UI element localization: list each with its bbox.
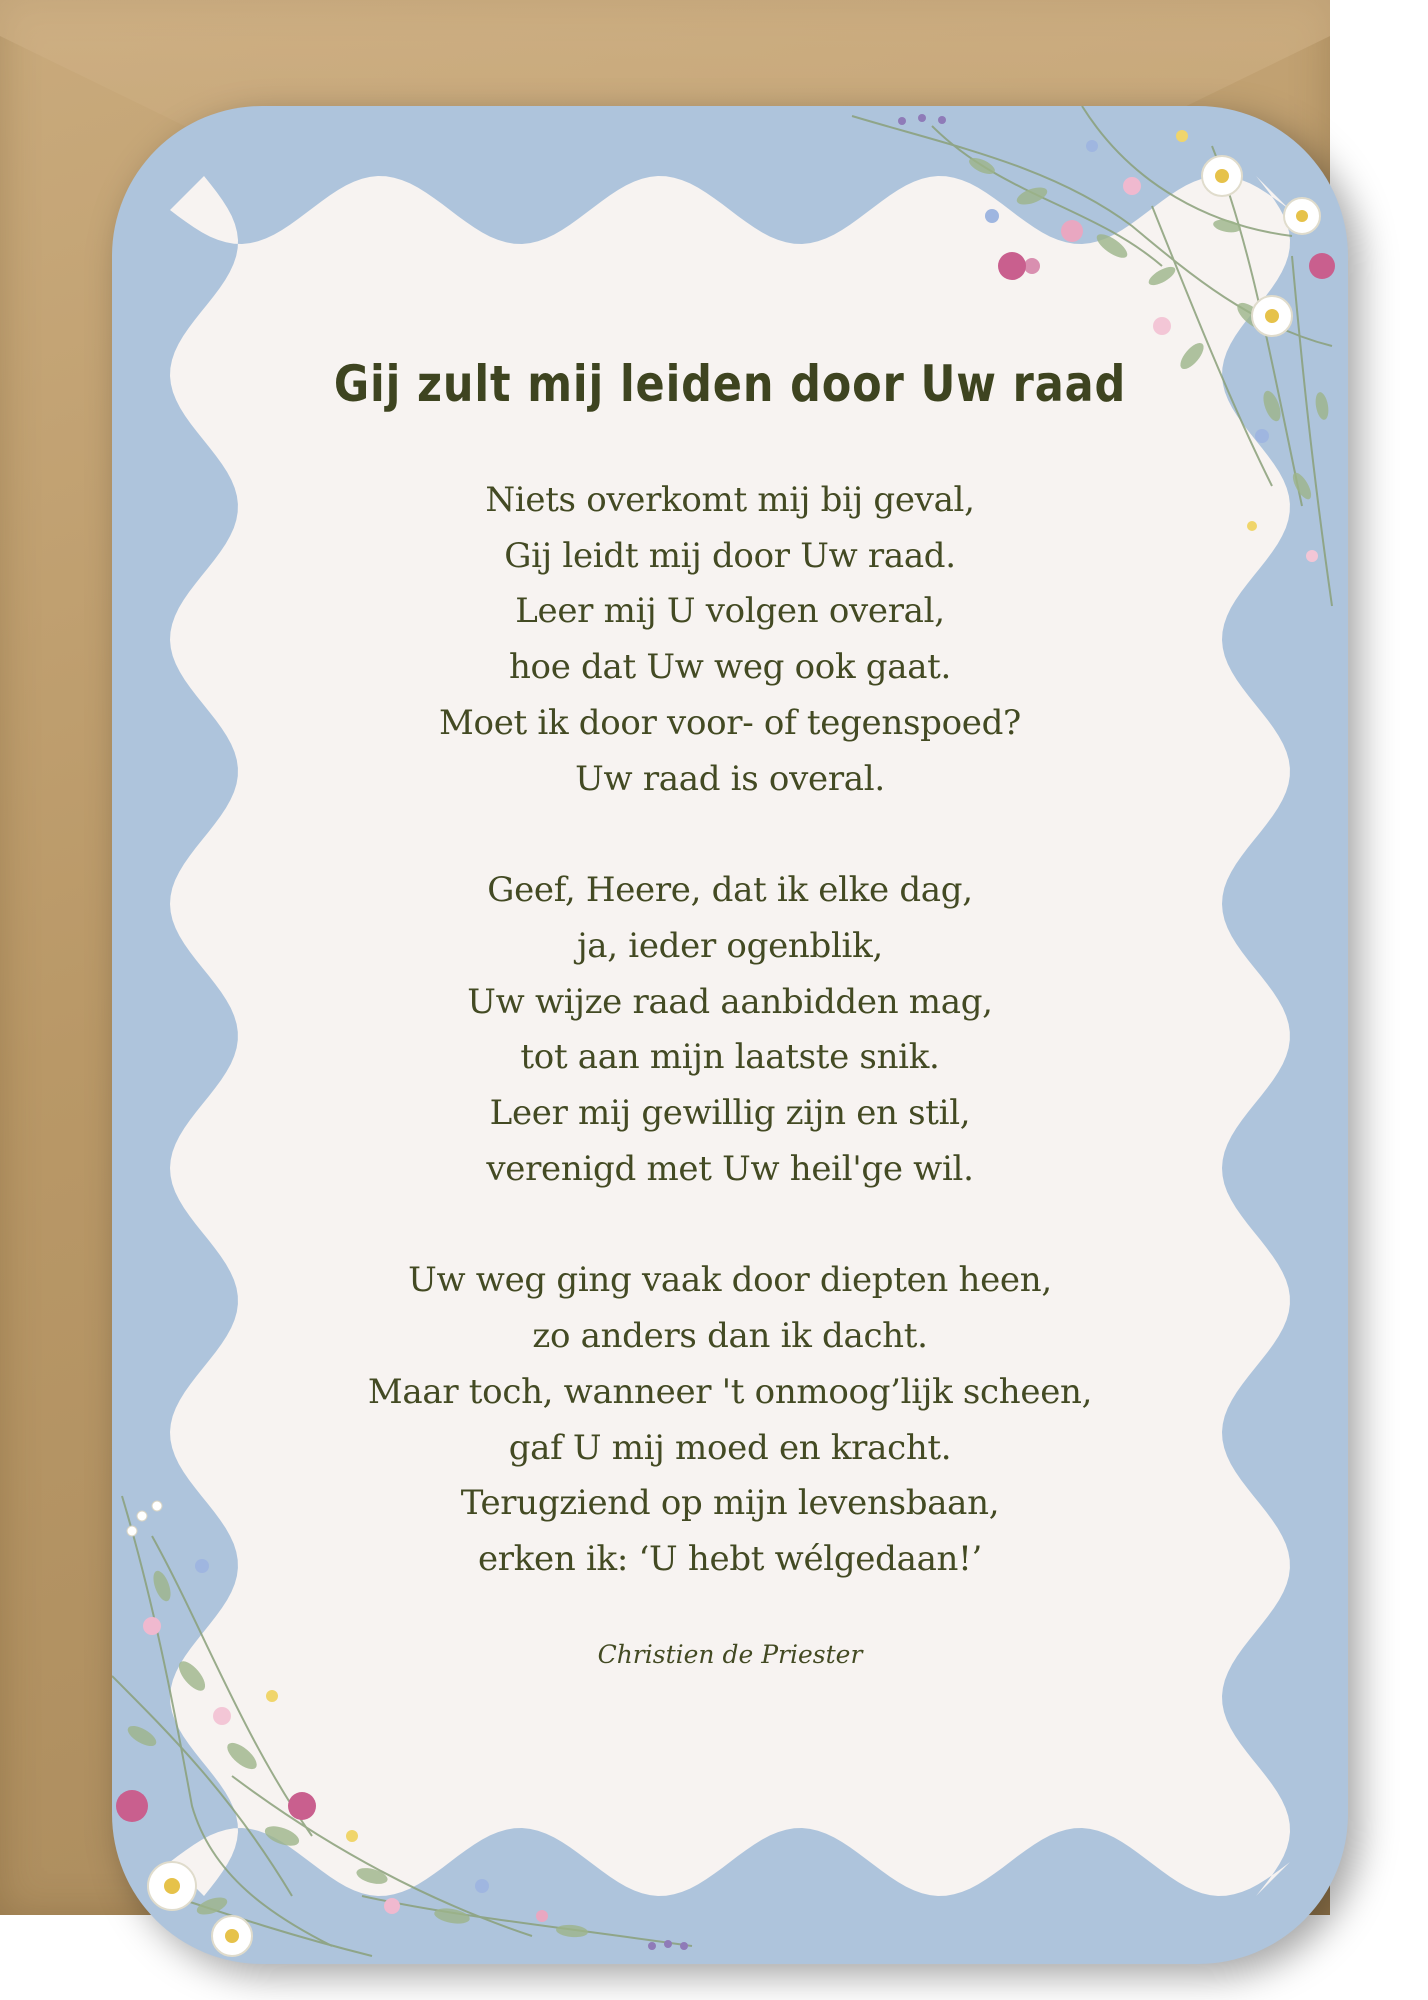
- poem-line: Leer mij U volgen overal,: [515, 591, 945, 632]
- poem-line: hoe dat Uw weg ook gaat.: [508, 647, 952, 688]
- poem-stanza: [112, 863, 1348, 1197]
- poem-stanza: [112, 473, 1348, 807]
- poem-line: zo anders dan ik dacht.: [532, 1316, 928, 1357]
- poem: [112, 355, 1348, 1669]
- poem-line: gaf U mij moed en kracht.: [508, 1427, 952, 1468]
- poem-line: verenigd met Uw heil'ge wil.: [486, 1148, 974, 1189]
- poem-line: Maar toch, wanneer 't onmoog’lijk scheen,: [367, 1371, 1093, 1412]
- poem-title: Gij zult mij leiden door Uw raad: [333, 355, 1127, 413]
- poem-line: tot aan mijn laatste snik.: [520, 1037, 940, 1078]
- poem-body: [112, 473, 1348, 1588]
- poem-line: Niets overkomt mij bij geval,: [485, 480, 975, 520]
- poem-stanza: [112, 1253, 1348, 1587]
- poem-line: Terugziend op mijn levensbaan,: [460, 1483, 1000, 1524]
- poem-line: ja, ieder ogenblik,: [577, 925, 883, 966]
- poem-line: Uw weg ging vaak door diepten heen,: [408, 1260, 1052, 1301]
- poem-author: Christien de Priester: [597, 1639, 863, 1669]
- poem-line: Geef, Heere, dat ik elke dag,: [487, 870, 973, 911]
- poem-line: Gij leidt mij door Uw raad.: [504, 535, 956, 576]
- poem-line: Uw wijze raad aanbidden mag,: [467, 981, 993, 1022]
- poem-line: erken ik: ‘U hebt wélgedaan!’: [477, 1538, 983, 1579]
- poem-line: Leer mij gewillig zijn en stil,: [489, 1093, 971, 1134]
- poem-line: Uw raad is overal.: [575, 758, 885, 799]
- poem-line: Moet ik door voor- of tegenspoed?: [439, 702, 1021, 743]
